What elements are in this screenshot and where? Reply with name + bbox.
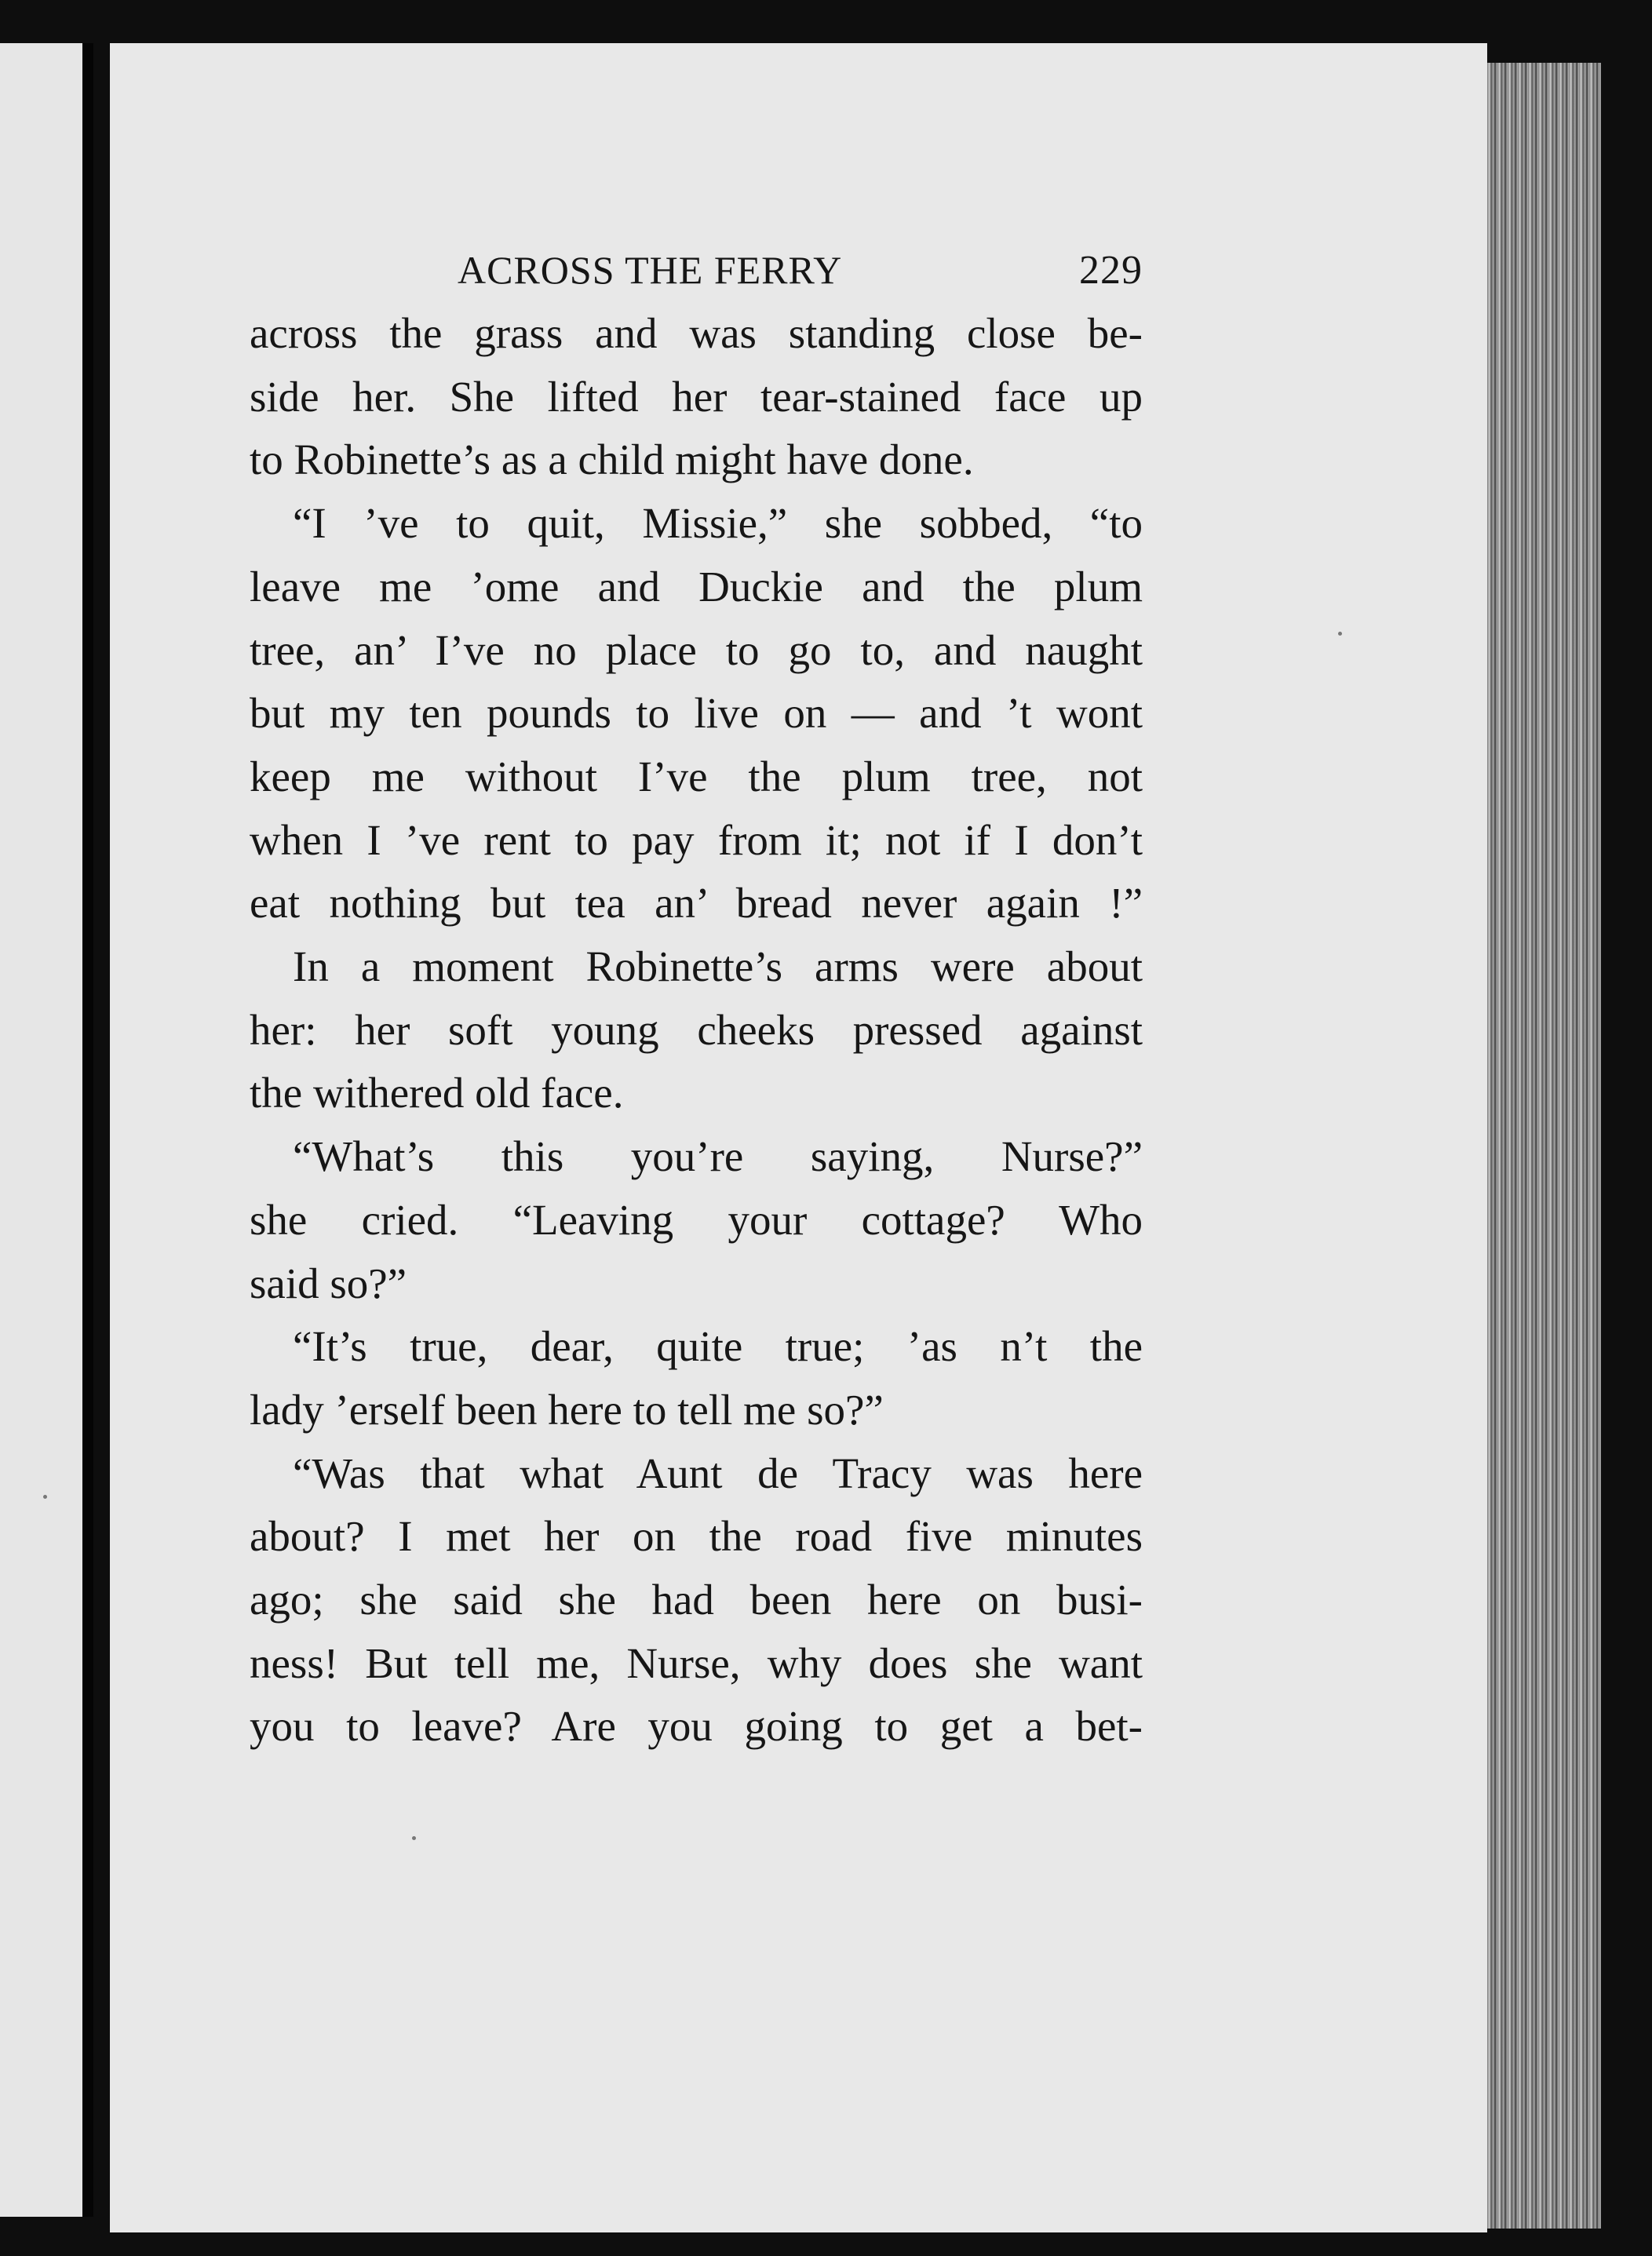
paragraph bbox=[250, 1315, 1143, 1441]
text-line: lady ’erself been here to tell me so?” bbox=[250, 1385, 884, 1434]
text-line: ness! But tell me, Nurse, why does she want bbox=[250, 1638, 1143, 1687]
text-line: you to leave? Are you going to get a bet- bbox=[250, 1702, 1143, 1751]
text-line: “It’s true, dear, quite true; ’as n’t the bbox=[293, 1322, 1143, 1371]
page-text bbox=[250, 239, 1143, 1759]
text-line: across the grass and was standing close be- bbox=[250, 309, 1143, 357]
text-line: her: her soft young cheeks pressed against bbox=[250, 1005, 1143, 1054]
text-line: the withered old face. bbox=[250, 1069, 624, 1117]
left-page-edge bbox=[0, 43, 93, 2217]
running-head bbox=[250, 239, 1143, 302]
body-text bbox=[250, 302, 1143, 1759]
paper-speck bbox=[1338, 632, 1342, 636]
paper-speck bbox=[412, 1836, 416, 1840]
page-number: 229 bbox=[1079, 248, 1143, 293]
running-title: ACROSS THE FERRY bbox=[458, 248, 843, 292]
text-line: keep me without I’ve the plum tree, not bbox=[250, 752, 1143, 800]
text-line: In a moment Robinette’s arms were about bbox=[293, 942, 1143, 991]
text-line: side her. She lifted her tear-stained face up bbox=[250, 372, 1143, 421]
text-line: “What’s this you’re saying, Nurse?” bbox=[293, 1132, 1143, 1181]
paragraph bbox=[250, 1125, 1143, 1315]
page-edges bbox=[1487, 63, 1601, 2229]
text-line: to Robinette’s as a child might have done. bbox=[250, 436, 974, 484]
text-line: said so?” bbox=[250, 1259, 407, 1307]
text-line: about? I met her on the road five minutes bbox=[250, 1512, 1143, 1561]
text-line: but my ten pounds to live on — and ’t wont bbox=[250, 689, 1143, 738]
paper-speck bbox=[43, 1495, 47, 1499]
paragraph bbox=[250, 302, 1143, 492]
text-line: she cried. “Leaving your cottage? Who bbox=[250, 1195, 1143, 1244]
paragraph bbox=[250, 1442, 1143, 1759]
text-line: leave me ’ome and Duckie and the plum bbox=[250, 562, 1143, 610]
text-line: eat nothing but tea an’ bread never again !” bbox=[250, 879, 1143, 928]
text-line: “Was that what Aunt de Tracy was here bbox=[293, 1449, 1143, 1497]
text-line: ago; she said she had been here on busi- bbox=[250, 1576, 1143, 1624]
paragraph bbox=[250, 492, 1143, 935]
text-line: when I ’ve rent to pay from it; not if I don’t bbox=[250, 815, 1143, 864]
text-line: “I ’ve to quit, Missie,” she sobbed, “to bbox=[293, 499, 1143, 548]
text-line: tree, an’ I’ve no place to go to, and naught bbox=[250, 625, 1143, 674]
paragraph bbox=[250, 935, 1143, 1125]
